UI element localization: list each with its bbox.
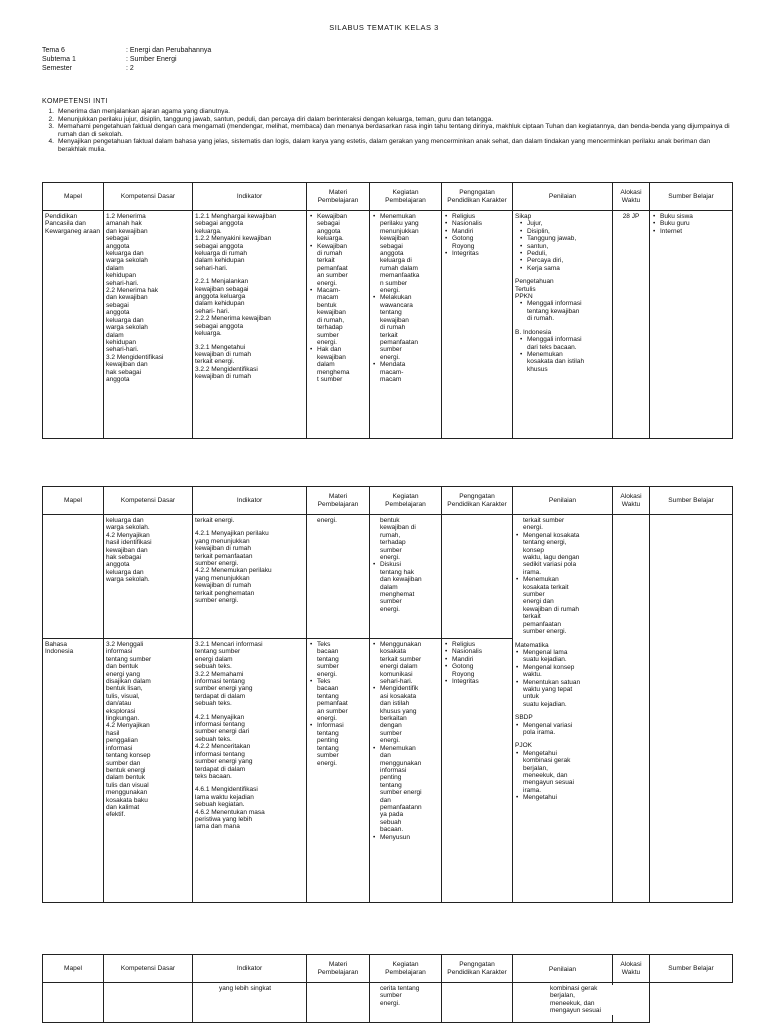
ki-number: 1.: [48, 108, 54, 115]
cell-materi: [307, 639, 370, 903]
table-header-row: [43, 955, 733, 983]
penilaian-cont: terkait sumber energi.: [523, 517, 565, 532]
kompetensi-inti-list: [42, 108, 732, 154]
meta-label: Tema 6: [42, 47, 65, 54]
cell-materi: [307, 515, 370, 639]
cell-karakter: [442, 639, 513, 903]
mtk-item: • Mengenal konsep waktu.: [515, 664, 610, 679]
header-kompetensi-dasar: Kompetensi Dasar: [104, 487, 193, 515]
cell-materi: [307, 211, 370, 439]
header-indikator: Indikator: [193, 487, 307, 515]
kegiatan-item: • Menemukan perilaku yang menunjukkan kewajiban sebagai anggota keluarga di rumah dalam memanfaatka n sumber energi.: [372, 213, 439, 294]
karakter-item: • Gotong Royong: [444, 235, 510, 250]
header-kegiatan: Kegiatan Pembelajaran: [370, 487, 442, 515]
kegiatan-item: • Mengidentifik asi kosakata dan istilah khusus yang berkaitan dengan sumber energi.: [372, 685, 439, 744]
indikator-item: 4.2.1 Menyajikan informasi tentang sumber energi dari sebuah teks. 4.2.2 Menceritakan informasi tentang sumber energi yang terdapat di dalam teks bacaan.: [195, 713, 253, 780]
kegiatan-item: • Mendata macam- macam: [372, 361, 439, 383]
header-kompetensi-dasar: Kompetensi Dasar: [104, 183, 193, 211]
penilaian-sikap-title: Sikap: [515, 213, 532, 220]
materi-item: • Kewajiban di rumah terkait pemanfaat an sumber energi.: [309, 243, 367, 287]
header-alokasi: Alokasi Waktu: [613, 955, 650, 983]
cell-kd: [104, 983, 193, 1023]
header-alokasi: Alokasi Waktu: [613, 487, 650, 515]
ki-number: 3.: [48, 123, 54, 131]
bind-item: • Menggali informasi dari teks bacaan.: [519, 336, 610, 351]
penilaian-bind-title: B. Indonesia: [515, 328, 552, 336]
kompetensi-inti-heading: KOMPETENSI INTI: [42, 98, 108, 105]
cell-kegiatan: [370, 515, 442, 639]
indikator-item: 2.2.1 Menjalankan kewajiban sebagai anggota keluarga dalam kehidupan sehari- hari. 2.2.2 Menerima kewajiban sebagai anggota keluarga.: [195, 278, 271, 338]
penilaian-sbdp-title: SBDP: [515, 714, 533, 722]
indikator-item: 1.2.1 Menghargai kewajiban sebagai anggota keluarga. 1.2.2 Menyakini kewajiban sebagai anggota keluarga di rumah dalam kehidupan sehari-hari.: [195, 213, 277, 272]
ki-number: 2.: [48, 115, 54, 123]
table-header-row: [43, 183, 733, 211]
materi-item: • Teks bacaan tentang pemanfaat an sumber energi.: [309, 678, 367, 722]
sikap-item: • Kerja sama: [519, 265, 610, 272]
ki-text: Menunjukkan perilaku jujur, disiplin, tanggung jawab, santun, peduli, dan percaya diri dalam berinteraksi dengan keluarga, teman, guru dan tetangga.: [58, 115, 494, 123]
materi-item: • Teks bacaan tentang sumber energi.: [309, 641, 367, 678]
header-indikator: Indikator: [193, 955, 307, 983]
table-row: [43, 211, 733, 439]
header-karakter: Pengngatan Pendidikan Karakter: [442, 183, 513, 211]
kd-item: 1.2 Menerima amanah hak dan kewajiban sebagai anggota keluarga dan warga sekolah dalam kehidupan sehari-hari.: [106, 213, 148, 287]
karakter-item: • Integritas: [444, 678, 510, 685]
kegiatan-item: • Menyusun: [372, 834, 439, 841]
ki-number: 4.: [48, 138, 54, 146]
cell-sumber: [650, 515, 733, 903]
ki-item: [42, 116, 732, 124]
ki-text: Menerima dan menjalankan ajaran agama yang dianutnya.: [58, 108, 230, 115]
materi-item: • Kewajiban sebagai anggota keluarga.: [309, 213, 367, 243]
karakter-item: • Integritas: [444, 250, 510, 257]
indikator-item: 3.2.1 Mengetahui kewajiban di rumah terkait energi. 3.2.2 Mengidentifikasi kewajiban di rumah: [195, 343, 258, 381]
sikap-item: • Disiplin,: [519, 228, 610, 235]
header-penilaian-label: Penilaian: [548, 966, 577, 973]
penilaian-ppkn-title: PPKN: [515, 293, 533, 301]
header-karakter: Pengngatan Pendidikan Karakter: [442, 487, 513, 515]
sumber-item: • Buku guru: [652, 220, 730, 227]
table-row: [43, 515, 733, 639]
karakter-item: • Religius: [444, 213, 510, 220]
meta-value: : Energi dan Perubahannya: [126, 47, 212, 54]
meta-label: Semester: [42, 65, 72, 72]
kd-item: keluarga dan warga sekolah.: [106, 517, 150, 532]
indikator-cont: yang lebih singkat: [219, 985, 272, 992]
kd-item: 3.2 Menggali informasi tentang sumber dan bentuk energi yang disajikan dalam bentuk lisan, tulis, visual, dan/atau eksplorasi lingkungan.: [106, 641, 152, 723]
header-kegiatan: Kegiatan Pembelajaran: [370, 183, 442, 211]
meta-value: : Sumber Energi: [126, 56, 177, 63]
page-title: SILABUS TEMATIK KELAS 3: [329, 23, 439, 32]
karakter-item: • Religius: [444, 641, 510, 648]
sbdp-item: • Mengenal variasi pola irama.: [515, 722, 610, 737]
cell-alokasi: [613, 515, 650, 903]
ki-text: Menyajikan pengetahuan faktual dalam bahasa yang jelas, sistematis dan logis, dalam karya yang estetis, dalam gerakan yang mencerminkan anak sehat, dan dalam tindakan yang mencerminkan perilaku anak beriman dan berakhlak mulia.: [58, 138, 711, 153]
cell-kegiatan: [370, 983, 442, 1023]
penilaian-item: • Mengenal kosakata tentang energi, konsep waktu, lagu dengan sedikit variasi pola irama.: [515, 532, 610, 576]
cell-kegiatan: [370, 639, 442, 903]
header-materi: Materi Pembelajaran: [307, 183, 370, 211]
header-kompetensi-dasar: Kompetensi Dasar: [104, 955, 193, 983]
header-karakter: Pengngatan Pendidikan Karakter: [442, 955, 513, 983]
cell-kd: [104, 211, 193, 439]
penilaian-mtk-title: Matematika: [515, 641, 549, 649]
ki-item: [42, 123, 732, 138]
cell-kegiatan: [370, 211, 442, 439]
header-materi: Materi Pembelajaran: [307, 487, 370, 515]
kd-item: 4.2 Menyajikan hasil identifikasi kewajiban dan hak sebagai anggota keluarga dan warga sekolah.: [106, 531, 152, 584]
sikap-item: • santun,: [519, 243, 610, 250]
sikap-item: • Jujur,: [519, 220, 610, 227]
header-mapel: Mapel: [43, 955, 104, 983]
sumber-item: • Buku siswa: [652, 213, 730, 220]
materi-item: • Hak dan kewajiban dalam menghema t sumber: [309, 346, 367, 383]
penilaian-pjok-title: PJOK: [515, 742, 532, 750]
meta-value: : 2: [126, 65, 134, 72]
header-sumber: Sumber Belajar: [650, 183, 733, 211]
ppkn-item: • Menggali informasi tentang kewajiban di rumah.: [519, 300, 610, 322]
header-materi: Materi Pembelajaran: [307, 955, 370, 983]
cell-mapel: Bahasa Indonesia: [43, 639, 104, 903]
header-penilaian: Penilaian: [513, 183, 613, 211]
header-kegiatan: Kegiatan Pembelajaran: [370, 955, 442, 983]
kd-item: 4.2 Menyajikan hasil penggalian informasi tentang konsep sumber dan bentuk energi dalam bentuk tulis dan visual menggunakan kosakata baku dan kalimat efektif.: [106, 722, 151, 819]
cell-alokasi: 28 JP: [613, 211, 650, 439]
cell-karakter: [442, 211, 513, 439]
kegiatan-item: • Menemukan dan menggunakan informasi penting tentang sumber energi dan pemanfaatann ya pada sebuah bacaan.: [372, 745, 439, 834]
cell-kd: [104, 639, 193, 903]
table-header-row: [43, 487, 733, 515]
materi-item: • Macam- macam bentuk kewajiban di rumah, terhadap sumber energi.: [309, 287, 367, 346]
mtk-item: • Mengenal lama suatu kejadian.: [515, 649, 610, 664]
header-penilaian: [513, 955, 613, 983]
header-sumber: Sumber Belajar: [650, 955, 733, 983]
header-alokasi: Alokasi Waktu: [613, 183, 650, 211]
cell-penilaian: [513, 515, 613, 903]
kd-item: 3.2 Mengidentifikasi kewajiban dan hak sebagai anggota: [106, 353, 164, 383]
document-meta: [42, 46, 211, 73]
karakter-item: • Gotong Royong: [444, 663, 510, 678]
kd-item: 2.2 Menerima hak dan kewajiban sebagai anggota keluarga dan warga sekolah dalam kehidupan sehari-hari.: [106, 287, 159, 354]
karakter-item: • Nasionalis: [444, 220, 510, 227]
kegiatan-item: • Menggunakan kosakata terkait sumber energi dalam komunikasi sehari-hari.: [372, 641, 439, 685]
cell-materi: [307, 983, 370, 1023]
cell-karakter: [442, 515, 513, 639]
kegiatan-cont: cerita tentang sumber energi.: [380, 985, 420, 1007]
header-indikator: Indikator: [193, 183, 307, 211]
pjok-item: • Mengetahui: [515, 794, 610, 801]
penilaian-overflow: kombinasi gerak berjalan, meneekuk, dan mengayun sesuai: [550, 985, 648, 1015]
sikap-item: • Tanggung jawab,: [519, 235, 610, 242]
pjok-item: • Mengetahui kombinasi gerak berjalan, meneekuk, dan mengayun sesuai irama.: [515, 750, 610, 794]
header-mapel: Mapel: [43, 183, 104, 211]
cell-kd: [104, 515, 193, 639]
syllabus-table-1: [42, 182, 733, 439]
karakter-item: • Mandiri: [444, 656, 510, 663]
kegiatan-item: • Diskusi tentang hak dan kewajiban dalam menghemat sumber energi.: [372, 561, 439, 613]
header-penilaian: Penilaian: [513, 487, 613, 515]
indikator-item: 3.2.1 Mencari informasi tentang sumber energi dalam sebuah teks. 3.2.2 Memahami informasi tentang sumber energi yang terdapat di dalam sebuah teks.: [195, 641, 263, 708]
kegiatan-item: • Melakukan wawancara tentang kewajiban di rumah terkait pemanfaatan sumber energi.: [372, 294, 439, 361]
bind-item: • Menemukan kosakata dan istilah khusus: [519, 351, 610, 373]
header-sumber: Sumber Belajar: [650, 487, 733, 515]
cell-karakter: [442, 983, 513, 1023]
kegiatan-cont: bentuk kewajiban di rumah, terhadap sumber energi.: [380, 517, 416, 562]
materi-cont: energi.: [317, 517, 337, 524]
cell-mapel: [43, 983, 104, 1023]
penilaian-pengetahuan-title: Pengetahuan Tertulis: [515, 278, 554, 293]
karakter-item: • Nasionalis: [444, 648, 510, 655]
sikap-item: • Percaya diri,: [519, 257, 610, 264]
indikator-item: 4.2.1 Menyajikan perilaku yang menunjukkan kewajiban di rumah terkait pemanfaatan sumber energi. 4.2.2 Menemukan perilaku yang menunjukkan kewajiban di rumah terkait penghematan sumber energi.: [195, 530, 272, 605]
cell-indikator: [193, 639, 307, 903]
meta-label: Subtema 1: [42, 56, 76, 63]
ki-text: Memahami pengetahuan faktual dengan cara mengamati (mendengar, melihat, membaca) dan menanya berdasarkan rasa ingin tahu tentang dirinya, makhluk ciptaan Tuhan dan kegiatannya, dan benda-benda yang dijumpainya di rumah dan di sekolah.: [58, 123, 730, 138]
mtk-item: • Menentukan satuan waktu yang tepat untuk suatu kejadian.: [515, 679, 610, 709]
karakter-item: • Mandiri: [444, 228, 510, 235]
indikator-item: terkait energi.: [195, 517, 235, 524]
cell-indikator: [193, 983, 307, 1023]
sikap-item: • Peduli,: [519, 250, 610, 257]
indikator-item: 4.6.1 Mengidentifikasi lama waktu kejadian sebuah kegiatan. 4.6.2 Menentukan masa peristiwa yang lebih lama dan mana: [195, 786, 265, 831]
sumber-item: • Internet: [652, 228, 730, 235]
materi-item: • Informasi tentang penting tentang sumber energi.: [309, 722, 367, 766]
syllabus-table-2: [42, 486, 733, 903]
cell-indikator: [193, 515, 307, 639]
cell-mapel: [43, 515, 104, 639]
header-mapel: Mapel: [43, 487, 104, 515]
ki-item: [42, 138, 732, 153]
cell-indikator: [193, 211, 307, 439]
cell-sumber: [650, 211, 733, 439]
penilaian-item: • Menemukan kosakata terkait sumber energi dan kewajiban di rumah terkait pemanfaatan sumber energi.: [515, 576, 610, 635]
ki-item: [42, 108, 732, 116]
cell-mapel: Pendidikan Pancasila dan Kewarganeg araan: [43, 211, 104, 439]
cell-penilaian: [513, 211, 613, 439]
